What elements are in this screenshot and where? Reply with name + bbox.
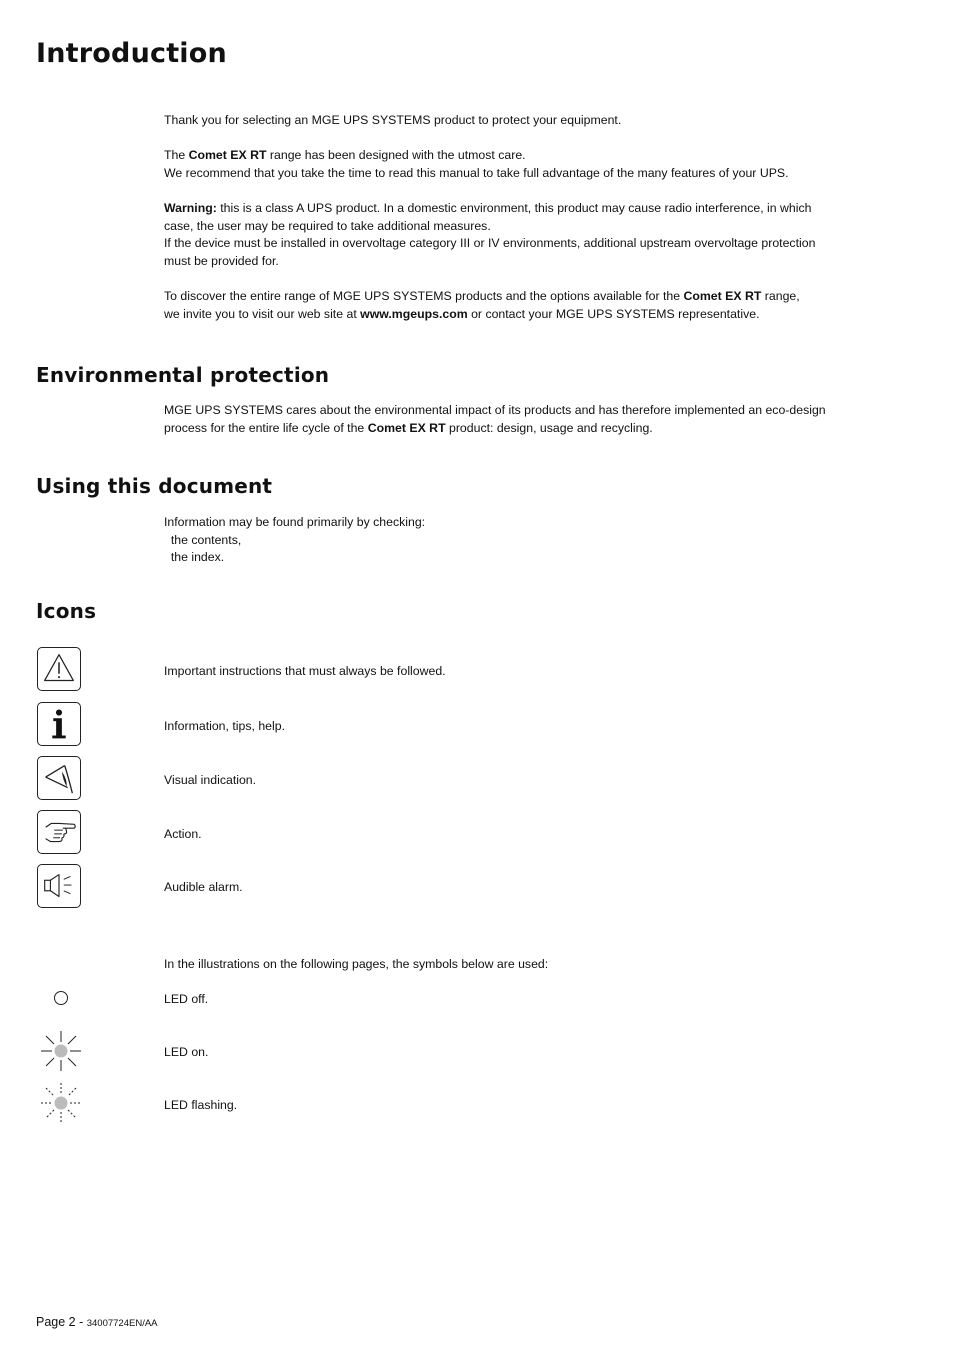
page-number: Page 2 -: [36, 1315, 87, 1329]
intro-paragraph-4: To discover the entire range of MGE UPS SYSTEMS products and the options available for the Comet EX RT range, we invite you to visit our web site at www.mgeups.com or contact your MGE UPS SYSTEMS representative.: [164, 289, 800, 321]
website-link[interactable]: www.mgeups.com: [360, 306, 468, 321]
pointing-hand-icon: [37, 810, 81, 854]
page-title: Introduction: [36, 38, 227, 69]
intro-paragraph-2: The Comet EX RT range has been designed with the utmost care. We recommend that you take the time to read this manual to take full advantage of the many features of your UPS.: [164, 148, 789, 180]
intro-paragraph-1: Thank you for selecting an MGE UPS SYSTEMS product to protect your equipment.: [164, 113, 622, 127]
list-item: the contents,: [170, 532, 242, 547]
warning-paragraph: Warning: this is a class A UPS product. In a domestic environment, this product may cause radio interference, in which case, the user may be required to take additional measures. If the device must be installed in overvoltage category III or IV environments, additional upstream overvoltage protection must be provided for.: [164, 201, 816, 268]
info-icon: [37, 702, 81, 746]
eye-icon: [37, 756, 81, 800]
led-label-on: LED on.: [164, 1045, 209, 1059]
icon-label-info: Information, tips, help.: [164, 719, 285, 733]
page-footer: [36, 1315, 158, 1329]
section-title-icons: Icons: [36, 599, 97, 623]
warning-label: Warning:: [164, 201, 217, 215]
led-label-off: LED off.: [164, 992, 209, 1006]
led-flashing-icon: [40, 1082, 82, 1124]
document-reference: 34007724EN/AA: [86, 1318, 158, 1329]
section-title-environment: Environmental protection: [36, 363, 330, 387]
warning-icon: [37, 647, 81, 691]
icon-label-action: Action.: [164, 827, 202, 841]
section-title-using: Using this document: [36, 474, 273, 498]
icon-label-warning: Important instructions that must always be followed.: [164, 664, 446, 678]
symbols-intro: In the illustrations on the following pages, the symbols below are used:: [164, 957, 549, 971]
icon-label-visual: Visual indication.: [164, 773, 257, 787]
led-on-icon: [40, 1030, 82, 1072]
product-name: Comet EX RT: [188, 148, 267, 162]
led-label-flashing: LED flashing.: [164, 1098, 238, 1112]
list-item: the index.: [170, 550, 225, 565]
led-off-icon: [40, 977, 82, 1019]
speaker-icon: [37, 864, 81, 908]
environment-paragraph: MGE UPS SYSTEMS cares about the environmental impact of its products and has therefore implemented an eco-design process for the entire life cycle of the Comet EX RT product: design, usage and recycling.: [164, 403, 826, 435]
icon-label-audible: Audible alarm.: [164, 880, 243, 894]
using-paragraph: Information may be found primarily by checking: the contents, the index.: [164, 515, 426, 565]
